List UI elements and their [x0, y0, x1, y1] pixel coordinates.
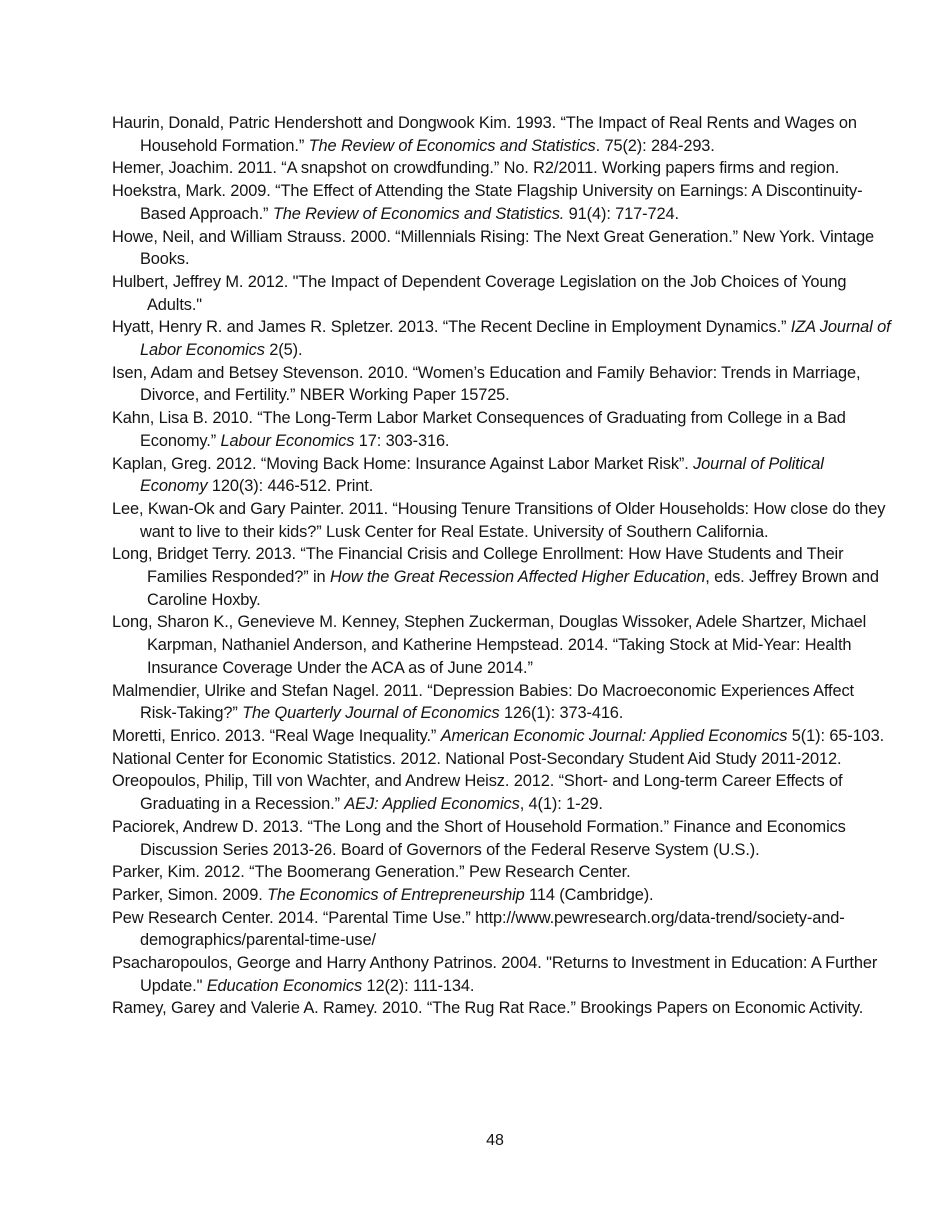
reference-entry	[112, 180, 892, 225]
reference-entry	[112, 997, 892, 1020]
reference-source-title: The Economics of Entrepreneurship	[267, 885, 525, 904]
reference-entry	[112, 816, 892, 861]
reference-citation-details: 91(4): 717-724.	[564, 204, 679, 223]
reference-list	[112, 112, 892, 1020]
reference-source-title: How the Great Recession Affected Higher Education	[329, 568, 706, 587]
reference-source-title: IZA Journal of Labor Economics	[140, 318, 891, 360]
reference-entry	[112, 952, 892, 997]
reference-text: Ramey, Garey and Valerie A. Ramey. 2010. “The Rug Rat Race.” Brookings Papers on Economic Activity.	[112, 999, 864, 1018]
reference-entry	[112, 748, 892, 771]
reference-source-title: The Review of Economics and Statistics.	[272, 204, 565, 223]
reference-citation-details: 12(2): 111-134.	[362, 976, 475, 995]
reference-text: Oreopoulos, Philip, Till von Wachter, and Andrew Heisz. 2012. “Short- and Long-term Career Effects of Graduating in a Recession.”	[112, 772, 843, 814]
reference-entry	[112, 770, 892, 815]
reference-citation-details: 2(5).	[264, 341, 303, 360]
reference-text: Long, Bridget Terry. 2013. “The Financial Crisis and College Enrollment: How Have Students and Their Families Responded?” in	[112, 545, 844, 587]
reference-entry	[112, 611, 892, 679]
reference-text: Hemer, Joachim. 2011. “A snapshot on crowdfunding.” No. R2/2011. Working papers firms and region.	[112, 159, 840, 178]
reference-source-title: American Economic Journal: Applied Economics	[440, 726, 788, 745]
reference-text: Hulbert, Jeffrey M. 2012. "The Impact of Dependent Coverage Legislation on the Job Choices of Young Adults."	[112, 272, 847, 314]
reference-text: Kahn, Lisa B. 2010. “The Long-Term Labor Market Consequences of Graduating from College in a Bad Economy.”	[112, 409, 846, 450]
reference-text: Paciorek, Andrew D. 2013. “The Long and the Short of Household Formation.” Finance and Economics Discussion Series 2013-26. Board of Governors of the Federal Reserve System (U.S.).	[112, 817, 846, 859]
reference-text: Hyatt, Henry R. and James R. Spletzer. 2013. “The Recent Decline in Employment Dynamics.”	[112, 318, 791, 337]
reference-entry	[112, 680, 892, 725]
reference-text: Pew Research Center. 2014. “Parental Time Use.” http://www.pewresearch.org/data-trend/society-and-demographics/parental-time-use/	[112, 908, 845, 950]
reference-entry	[112, 498, 892, 543]
reference-text: Parker, Kim. 2012. “The Boomerang Generation.” Pew Research Center.	[112, 863, 631, 882]
reference-source-title: The Quarterly Journal of Economics	[242, 704, 500, 723]
reference-text: Long, Sharon K., Genevieve M. Kenney, Stephen Zuckerman, Douglas Wissoker, Adele Shartzer, Michael Karpman, Nathaniel Anderson, and Katherine Hempstead. 2014. “Taking Stock at Mid-Year: Health Insurance Coverage Under the ACA as of June 2014.”	[112, 613, 867, 677]
reference-citation-details: , 4(1): 1-29.	[519, 795, 603, 814]
reference-entry	[112, 884, 892, 907]
reference-entry	[112, 226, 892, 271]
reference-text: Psacharopoulos, George and Harry Anthony Patrinos. 2004. "Returns to Investment in Education: A Further Update."	[112, 954, 878, 995]
reference-text: Isen, Adam and Betsey Stevenson. 2010. “Women’s Education and Family Behavior: Trends in Marriage, Divorce, and Fertility.” NBER Working Paper 15725.	[112, 363, 861, 405]
reference-entry	[112, 543, 892, 611]
reference-text: Hoekstra, Mark. 2009. “The Effect of Attending the State Flagship University on Earnings: A Discontinuity-Based Approach.”	[112, 182, 863, 223]
reference-entry	[112, 112, 892, 157]
reference-source-title: Education Economics	[206, 976, 363, 995]
reference-citation-details: . 75(2): 284-293.	[595, 136, 715, 155]
reference-entry	[112, 861, 892, 884]
reference-entry	[112, 453, 892, 498]
reference-citation-details: , eds. Jeffrey Brown and Caroline Hoxby.	[147, 568, 879, 609]
reference-text: Haurin, Donald, Patric Hendershott and Dongwook Kim. 1993. “The Impact of Real Rents and Wages on Household Formation.”	[112, 114, 857, 155]
reference-entry	[112, 362, 892, 407]
reference-entry	[112, 407, 892, 452]
reference-text: Howe, Neil, and William Strauss. 2000. “Millennials Rising: The Next Great Generation.” New York. Vintage Books.	[112, 227, 875, 269]
reference-text: Moretti, Enrico. 2013. “Real Wage Inequality.”	[112, 726, 441, 745]
reference-text: Parker, Simon. 2009.	[112, 885, 268, 904]
reference-text: Malmendier, Ulrike and Stefan Nagel. 2011. “Depression Babies: Do Macroeconomic Experiences Affect Risk-Taking?”	[112, 681, 854, 723]
reference-source-title: Journal of Political Economy	[140, 454, 824, 496]
reference-citation-details: 17: 303-316.	[354, 431, 450, 450]
reference-entry	[112, 316, 892, 361]
reference-source-title: AEJ: Applied Economics	[344, 795, 520, 814]
reference-citation-details: 120(3): 446-512. Print.	[207, 477, 374, 496]
reference-entry	[112, 157, 892, 180]
reference-entry	[112, 725, 892, 748]
page-number: 48	[486, 1132, 504, 1149]
reference-text: National Center for Economic Statistics. 2012. National Post-Secondary Student Aid Study 2011-2012.	[112, 749, 842, 768]
reference-citation-details: 5(1): 65-103.	[787, 726, 885, 745]
reference-citation-details: 114 (Cambridge).	[524, 885, 654, 904]
reference-source-title: The Review of Economics and Statistics	[308, 136, 596, 155]
reference-text: Lee, Kwan-Ok and Gary Painter. 2011. “Housing Tenure Transitions of Older Households: How close do they want to live to their kids?” Lusk Center for Real Estate. University of Southern California.	[112, 499, 886, 541]
reference-source-title: Labour Economics	[220, 431, 355, 450]
reference-entry	[112, 271, 892, 316]
reference-text: Kaplan, Greg. 2012. “Moving Back Home: Insurance Against Labor Market Risk”.	[112, 454, 694, 473]
reference-citation-details: 126(1): 373-416.	[499, 704, 624, 723]
reference-entry	[112, 907, 892, 952]
